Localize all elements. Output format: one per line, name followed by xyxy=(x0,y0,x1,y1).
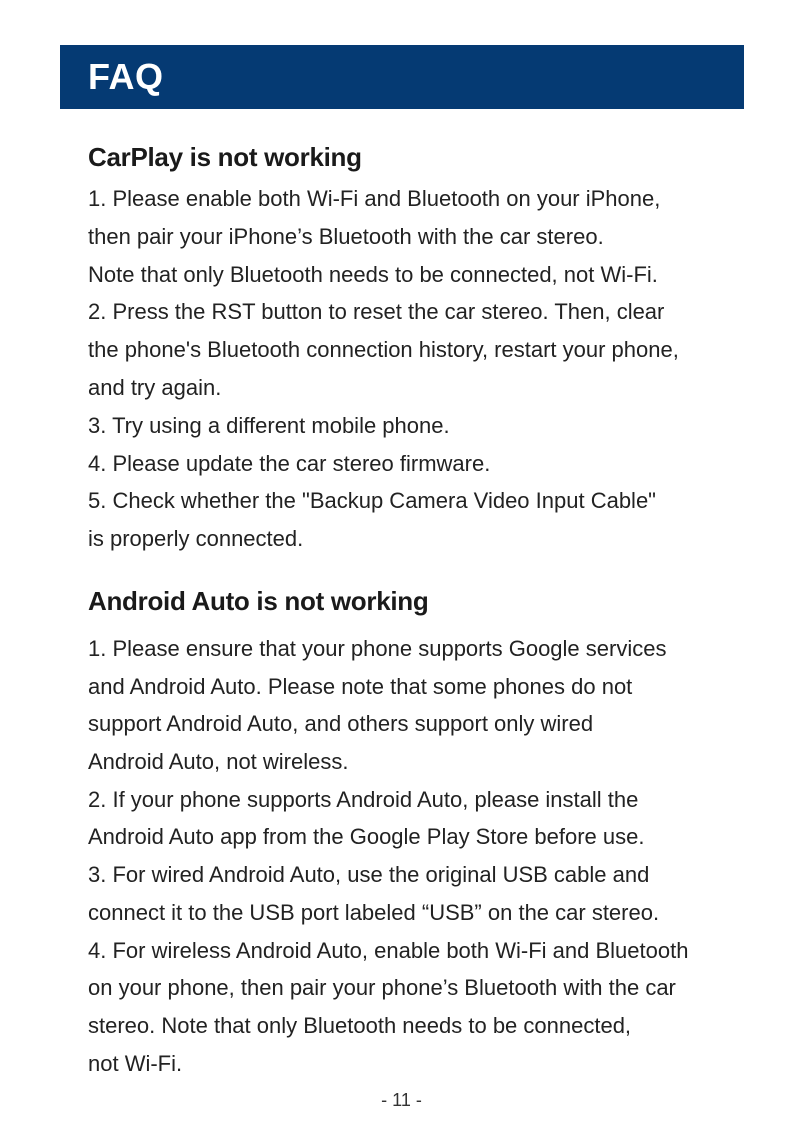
android-auto-answer-line: not Wi-Fi. xyxy=(88,1050,183,1076)
android-auto-answer-line: Android Auto app from the Google Play Store before use. xyxy=(88,824,645,850)
android-auto-answer xyxy=(88,630,688,1082)
carplay-answer-line: Note that only Bluetooth needs to be connected, not Wi-Fi. xyxy=(88,261,658,287)
carplay-answer-line: 1. Please enable both Wi-Fi and Bluetooth on your iPhone, xyxy=(88,186,661,211)
carplay-answer-line: is properly connected. xyxy=(88,526,304,552)
android-auto-answer-line: 3. For wired Android Auto, use the original USB cable and xyxy=(88,862,650,888)
section-heading-carplay: CarPlay is not working xyxy=(88,142,362,172)
carplay-answer-line: the phone's Bluetooth connection history, restart your phone, xyxy=(88,337,679,363)
page-number: - 11 - xyxy=(381,1090,422,1110)
android-auto-answer-line: connect it to the USB port labeled “USB” on the car stereo. xyxy=(88,899,660,925)
carplay-answer-line: 2. Press the RST button to reset the car stereo. Then, clear xyxy=(88,299,665,325)
android-auto-answer-line: stereo. Note that only Bluetooth needs to be connected, xyxy=(88,1012,632,1038)
carplay-answer-line: 3. Try using a different mobile phone. xyxy=(88,412,450,438)
carplay-answer-line: and try again. xyxy=(88,374,222,400)
carplay-answer-line: then pair your iPhone’s Bluetooth with the car stereo. xyxy=(88,223,604,249)
page-title: FAQ xyxy=(88,56,164,97)
faq-header-bar xyxy=(60,45,744,109)
android-auto-answer-line: on your phone, then pair your phone’s Bluetooth with the car xyxy=(88,975,676,1001)
android-auto-answer-line: 1. Please ensure that your phone supports Google services xyxy=(88,636,667,661)
android-auto-answer-line: support Android Auto, and others support only wired xyxy=(88,711,594,737)
android-auto-answer-line: Android Auto, not wireless. xyxy=(88,749,349,775)
carplay-answer-line: 4. Please update the car stereo firmware. xyxy=(88,450,491,476)
android-auto-answer-line: and Android Auto. Please note that some phones do not xyxy=(88,673,633,699)
android-auto-answer-line: 4. For wireless Android Auto, enable both Wi-Fi and Bluetooth xyxy=(88,937,689,963)
carplay-answer-line: 5. Check whether the "Backup Camera Video Input Cable" xyxy=(88,488,656,514)
android-auto-answer-line: 2. If your phone supports Android Auto, please install the xyxy=(88,786,639,812)
carplay-answer xyxy=(88,180,679,558)
section-heading-android-auto: Android Auto is not working xyxy=(88,586,429,616)
